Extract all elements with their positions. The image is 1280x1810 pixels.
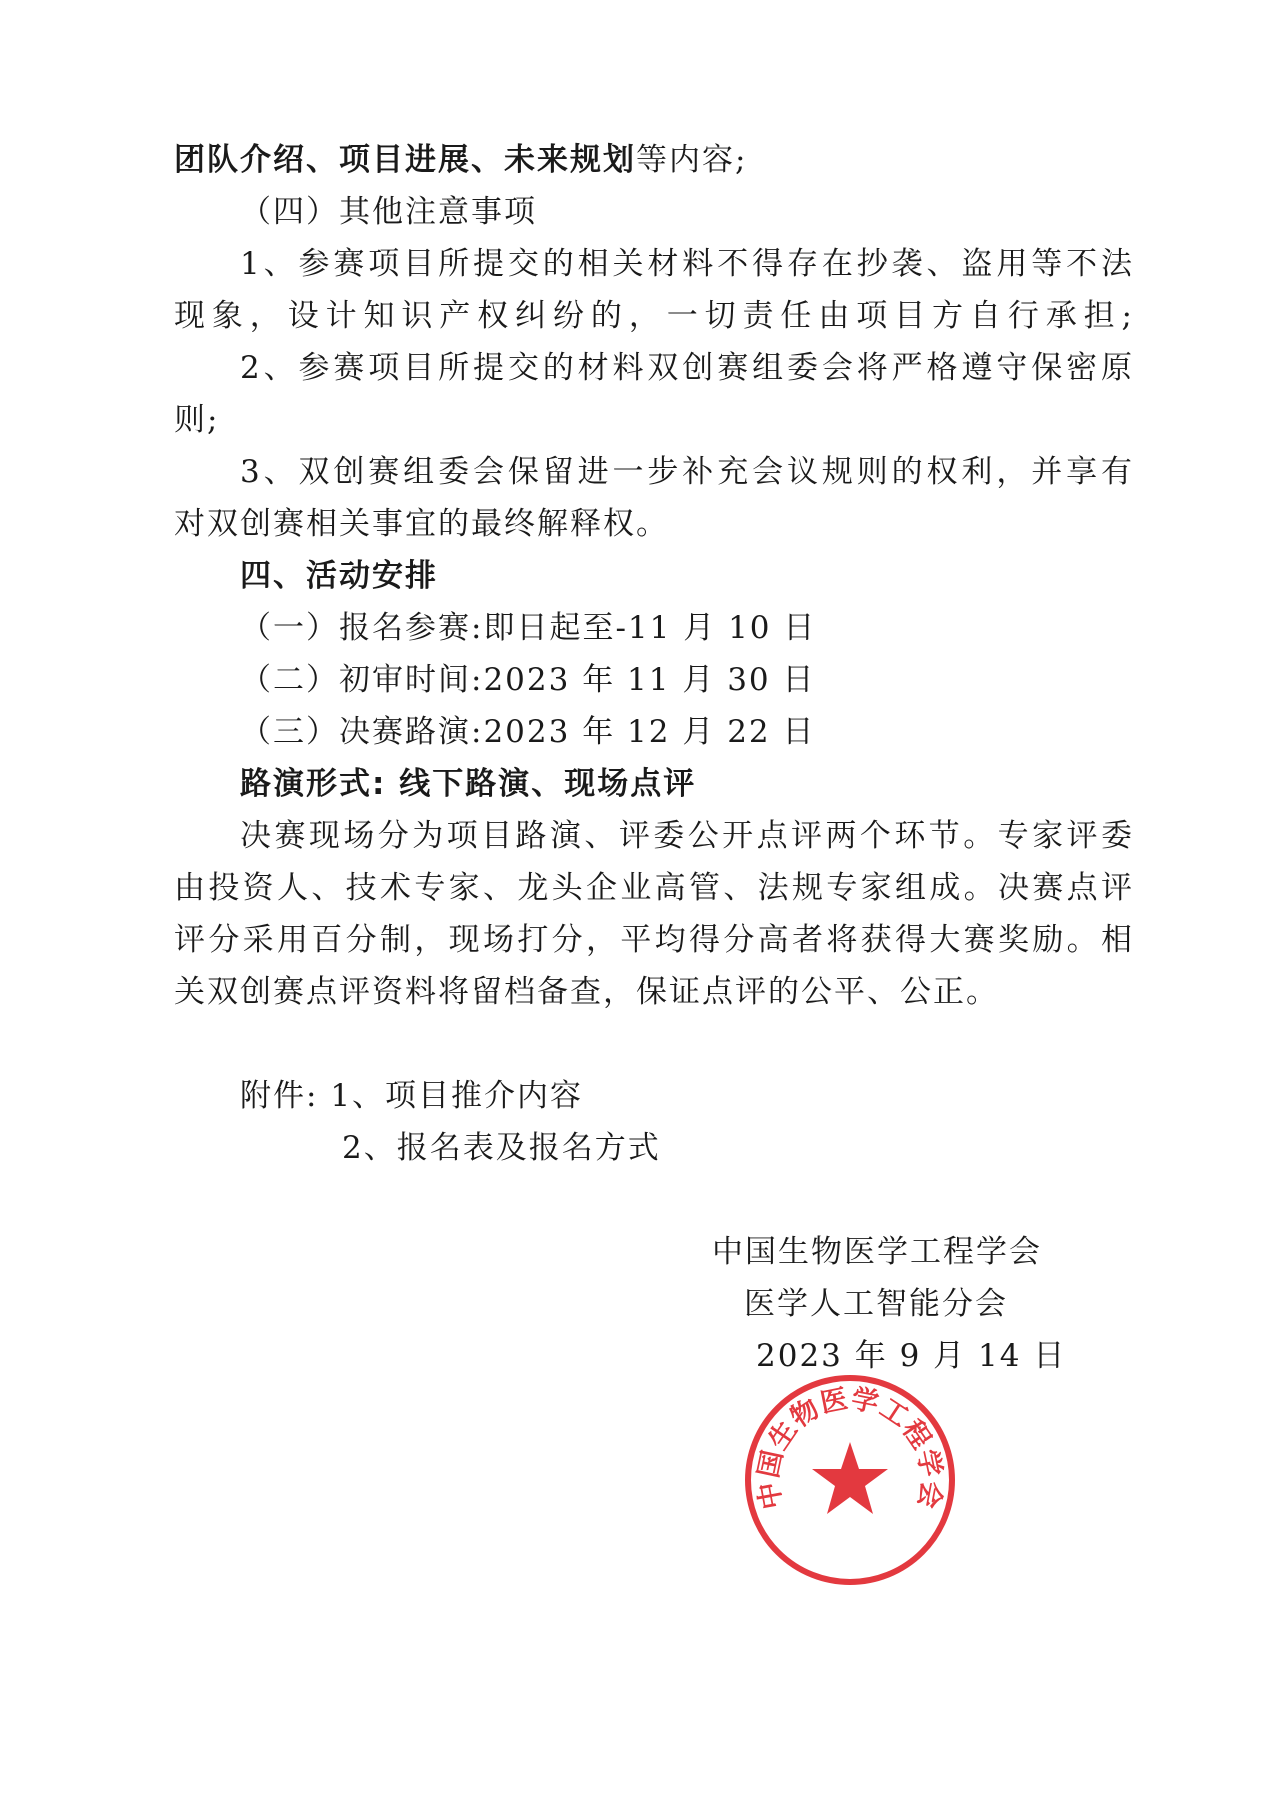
schedule-label: （三）决赛路演: bbox=[240, 714, 484, 750]
star-icon bbox=[812, 1442, 888, 1514]
signature-branch: 医学人工智能分会 bbox=[744, 1286, 1008, 1322]
roadshow-para-line: 决赛现场分为项目路演、评委公开点评两个环节。专家评委 bbox=[240, 818, 1134, 854]
schedule-item-final bbox=[240, 712, 1200, 752]
intro-line bbox=[174, 140, 1134, 180]
note2-line1: 2、参赛项目所提交的材料双创赛组委会将严格遵守保密原 bbox=[240, 350, 1134, 386]
seal-text: 中国生物医学工程学会 bbox=[753, 1383, 947, 1512]
schedule-value: 2023 年 11 月 30 日 bbox=[483, 662, 816, 698]
schedule-item-signup bbox=[240, 608, 1200, 648]
attachment-item: 1、项目推介内容 bbox=[330, 1078, 584, 1114]
schedule-value: 即日起至-11 月 10 日 bbox=[483, 610, 817, 646]
note3-line1: 3、双创赛组委会保留进一步补充会议规则的权利，并享有 bbox=[240, 454, 1134, 490]
schedule-label: （二）初审时间: bbox=[240, 662, 484, 698]
attachments-label: 附件: bbox=[240, 1078, 319, 1114]
schedule-item-review bbox=[240, 660, 1200, 700]
sub4-heading: （四）其他注意事项 bbox=[240, 194, 537, 230]
roadshow-para-line: 由投资人、技术专家、龙头企业高管、法规专家组成。决赛点评 bbox=[174, 870, 1134, 906]
schedule-value: 2023 年 12 月 22 日 bbox=[483, 714, 816, 750]
roadshow-heading: 路演形式: 线下路演、现场点评 bbox=[240, 766, 697, 802]
note2-line2: 则; bbox=[174, 402, 220, 438]
note1-line1: 1、参赛项目所提交的相关材料不得存在抄袭、盗用等不法 bbox=[240, 246, 1134, 282]
signature-org: 中国生物医学工程学会 bbox=[712, 1234, 1042, 1270]
roadshow-para-line: 关双创赛点评资料将留档备查，保证点评的公平、公正。 bbox=[174, 974, 999, 1010]
official-seal bbox=[742, 1372, 958, 1588]
attachments-line1 bbox=[240, 1076, 1200, 1116]
attachment-item: 2、报名表及报名方式 bbox=[342, 1130, 661, 1166]
roadshow-para-line: 评分采用百分制，现场打分，平均得分高者将获得大赛奖励。相 bbox=[174, 922, 1134, 958]
intro-bold-text: 团队介绍、项目进展、未来规划 bbox=[174, 142, 636, 178]
schedule-label: （一）报名参赛: bbox=[240, 610, 484, 646]
intro-rest-text: 等内容; bbox=[636, 142, 748, 178]
note3-line2: 对双创赛相关事宜的最终解释权。 bbox=[174, 506, 669, 542]
note1-line2: 现象，设计知识产权纠纷的，一切责任由项目方自行承担; bbox=[174, 298, 1134, 334]
signature-date: 2023 年 9 月 14 日 bbox=[756, 1338, 1067, 1374]
section4-heading: 四、活动安排 bbox=[240, 558, 438, 594]
